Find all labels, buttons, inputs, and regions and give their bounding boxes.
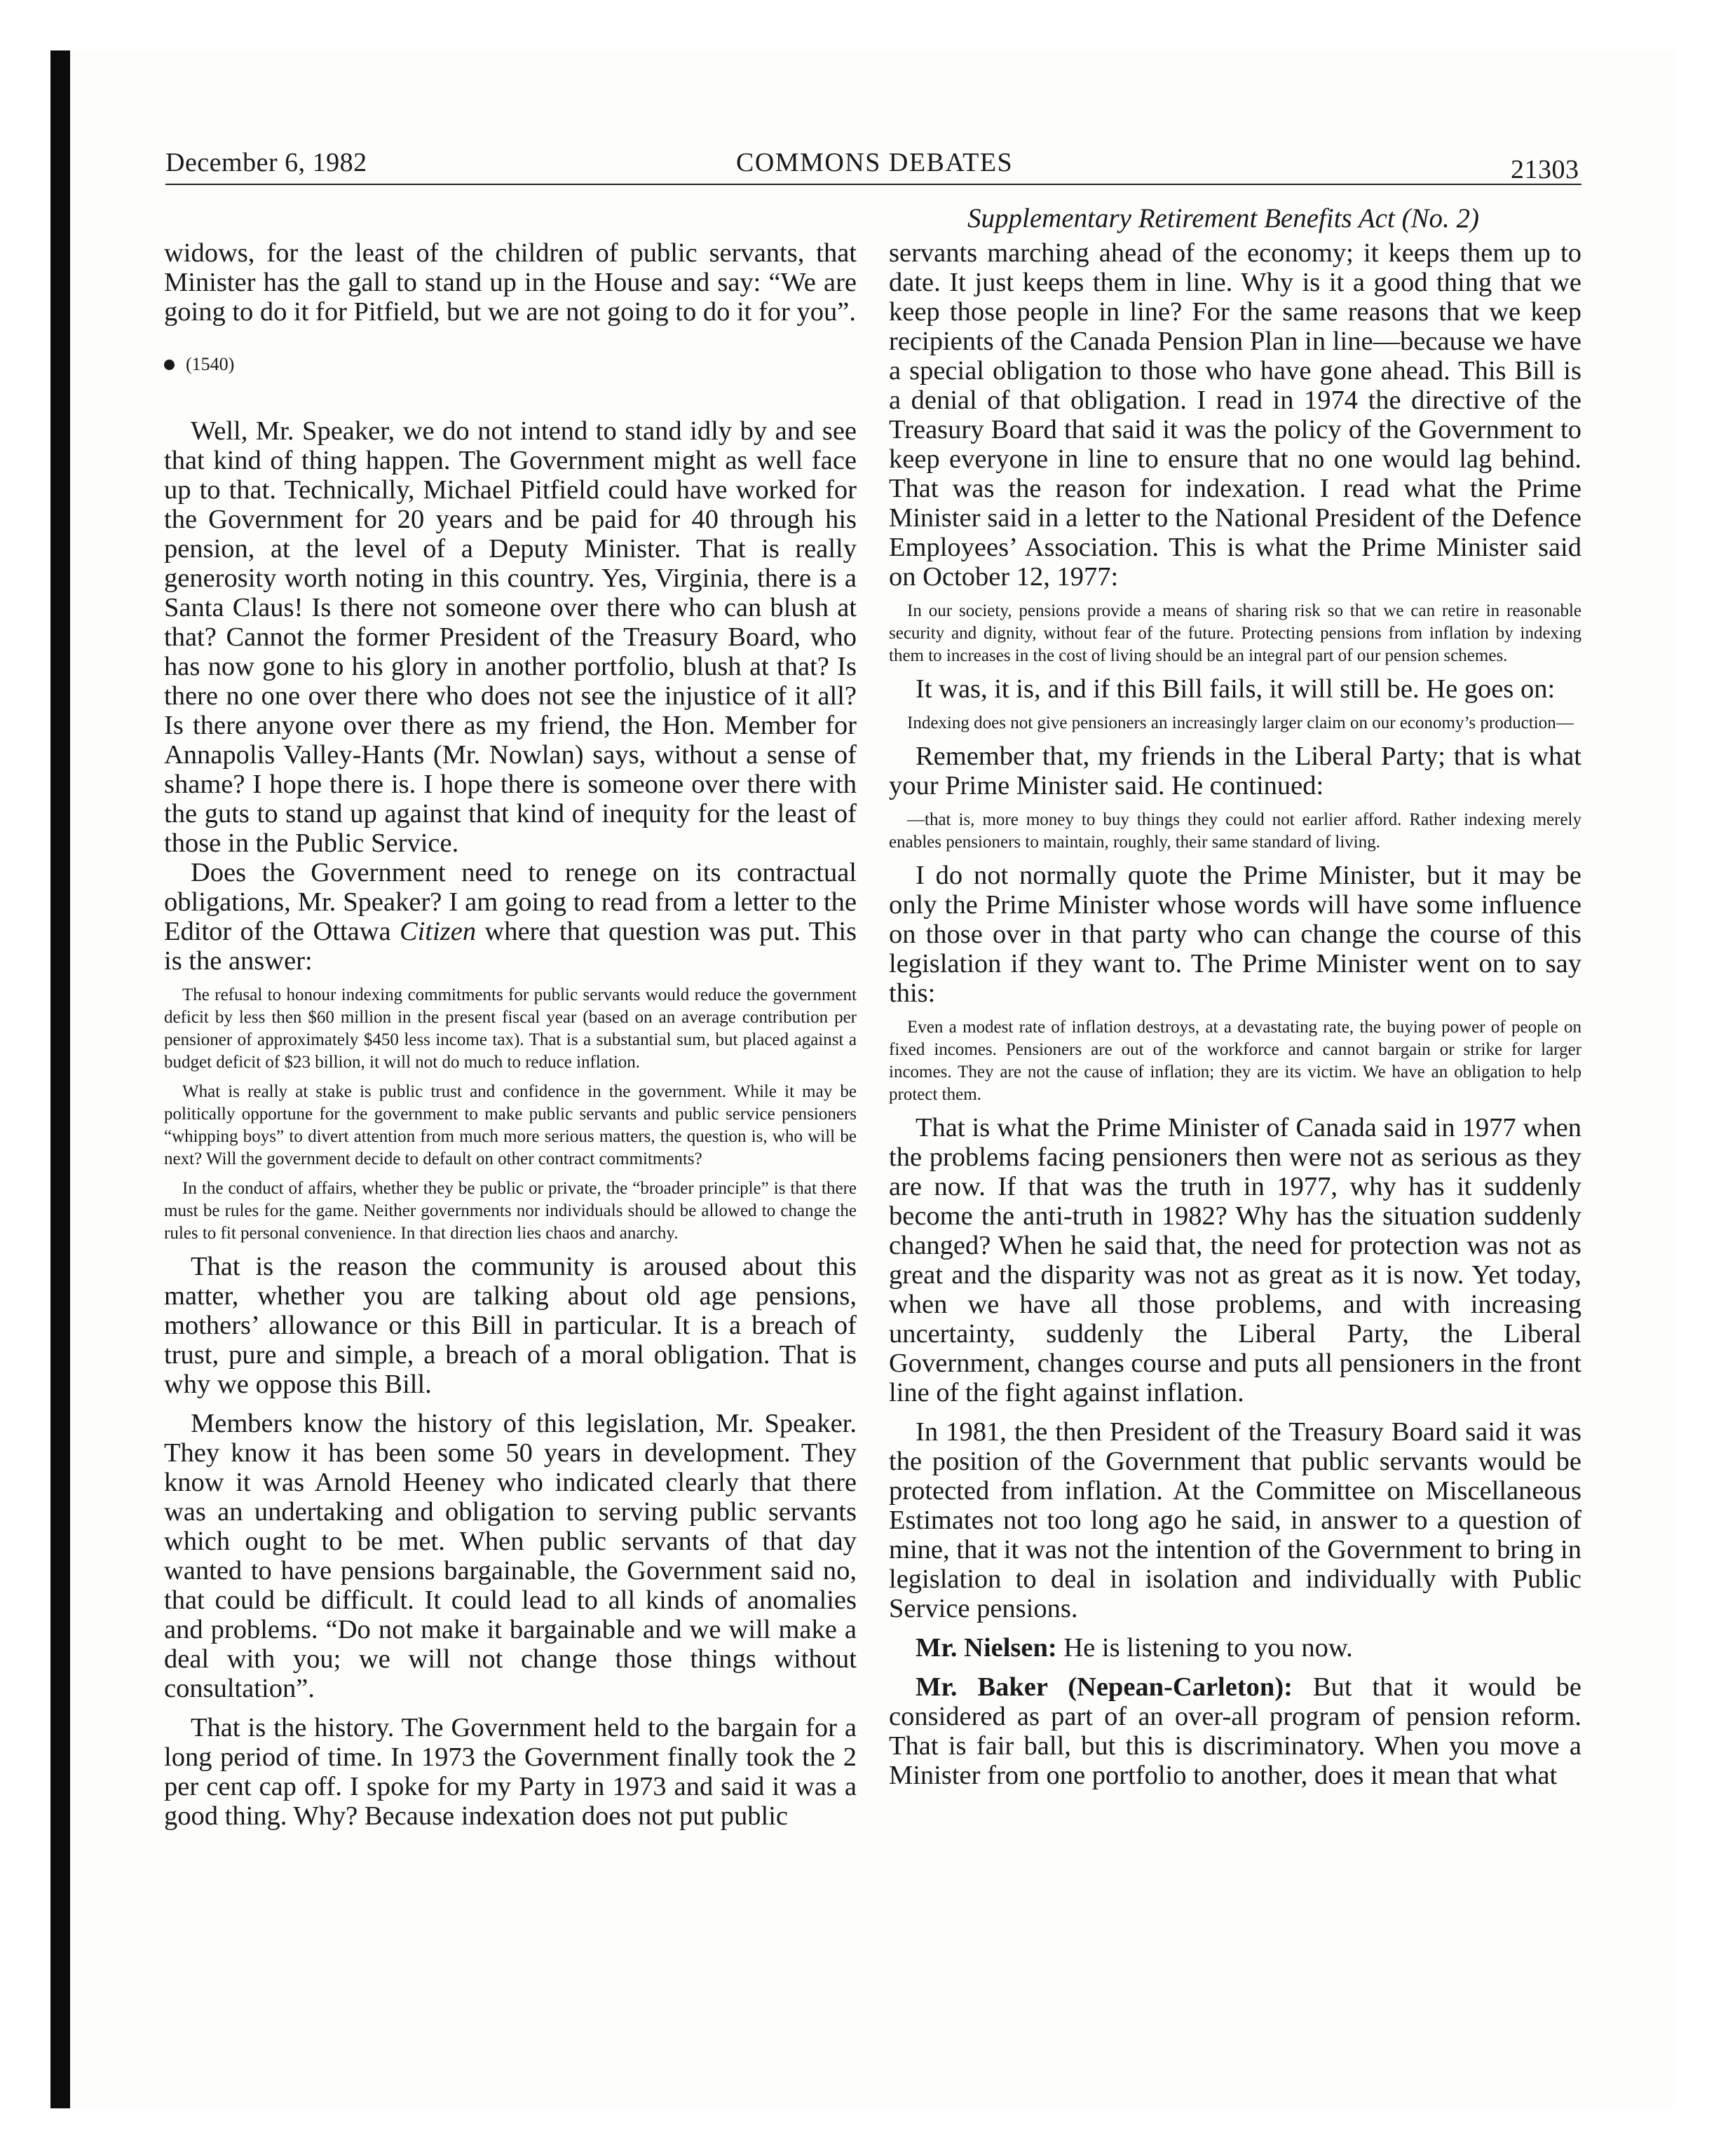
paragraph: servants marching ahead of the economy; it keeps them up to date. It just keeps them in line. Why is it a good thing that we keep those people in line? For the same reasons that we keep recipients of the Canada Pension Plan in line—because we have a special obligation to those who have gone ahead. This Bill is a denial of that obligation. I read in 1974 the directive of the Treasury Board that said it was the policy of the Government to keep everyone in line to ensure that no one would lag behind. That was the reason for indexation. I read what the Prime Minister said in a letter to the National President of the Defence Employees’ Association. This is what the Prime Minister said on October 12, 1977: bbox=[889, 238, 1581, 592]
speech bbox=[889, 1672, 1581, 1790]
right-column bbox=[889, 238, 1581, 1790]
paragraph: widows, for the least of the children of public servants, that Minister has the gall to stand up in the House and say: “We are going to do it for Pitfield, but we are not going to do it for you”. bbox=[164, 238, 857, 327]
block-quote: The refusal to honour indexing commitments for public servants would reduce the government deficit by less then $60 million in the present fiscal year (based on an average contribution per pensioner of approximately $450 less income tax). That is a substantial sum, but placed against a budget deficit of $23 billion, it will not do much to reduce inflation. bbox=[164, 985, 857, 1072]
block-quote: In the conduct of affairs, whether they be public or private, the “broader principle” is that there must be rules for the game. Neither governments nor individuals should be allowed to change the rules to fit personal convenience. In that direction lies chaos and anarchy. bbox=[164, 1179, 857, 1243]
bullet-icon bbox=[164, 360, 175, 370]
speech bbox=[889, 1633, 1581, 1663]
paragraph: That is what the Prime Minister of Canada said in 1977 when the problems facing pensioners then were not as serious as they are now. If that was the truth in 1977, why has it suddenly become the anti-truth in 1982? Why has the situation suddenly changed? When he said that, the need for protection was not as great and the disparity was not as great as it is now. Yet today, when we have all those problems, and with increasing uncertainty, suddenly the Liberal Party, the Liberal Government, changes course and puts all pensioners in the front line of the fight against inflation. bbox=[889, 1113, 1581, 1407]
speech-text: He is listening to you now. bbox=[1056, 1633, 1353, 1663]
block-quote: What is really at stake is public trust and confidence in the government. While it may be politically opportune for the government to make public servants and public service pensioners “whipping boys” to divert attention from much more serious matters, the question is, who will be next? Will the government decide to default on other contract commitments? bbox=[164, 1082, 857, 1168]
speaker-name: Mr. Baker (Nepean-Carleton): bbox=[916, 1672, 1293, 1702]
paragraph-text: Does the Government need to renege on its contractual obligations, Mr. Speaker? I am going to read from a letter to the Editor of the Ottawa bbox=[164, 858, 857, 946]
block-quote: —that is, more money to buy things they could not earlier afford. Rather indexing merely enables pensioners to maintain, roughly, their same standard of living. bbox=[889, 810, 1581, 852]
section-title: Supplementary Retirement Benefits Act (No. 2) bbox=[967, 203, 1479, 233]
paragraph: Remember that, my friends in the Liberal Party; that is what your Prime Minister said. He continued: bbox=[889, 742, 1581, 800]
header-publication: COMMONS DEBATES bbox=[736, 148, 1014, 177]
header-rule bbox=[165, 184, 1581, 185]
header-date: December 6, 1982 bbox=[165, 148, 367, 177]
paragraph bbox=[164, 858, 857, 976]
paragraph: Well, Mr. Speaker, we do not intend to stand idly by and see that kind of thing happen. The Government might as well face up to that. Technically, Michael Pitfield could have worked for the Government for 20 years and be paid for 40 through his pension, at the level of a Deputy Minister. That is really generosity worth noting in this country. Yes, Virginia, there is a Santa Claus! Is there not someone over there who can blush at that? Cannot the former President of the Treasury Board, who has now gone to his glory in another portfolio, blush at that? Is there no one over there who does not see the injustice of it all? Is there anyone over there as my friend, the Hon. Member for Annapolis Valley-Hants (Mr. Nowlan) says, without a sense of shame? I hope there is. I hope there is someone over there with the guts to stand up against that kind of inequity for the least of those in the Public Service. bbox=[164, 416, 857, 858]
block-quote: In our society, pensions provide a means of sharing risk so that we can retire in reasonable security and dignity, without fear of the future. Protecting pensions from inflation by indexing them to increases in the cost of living should be an integral part of our pension schemes. bbox=[889, 601, 1581, 665]
left-column bbox=[164, 238, 857, 1831]
paragraph: It was, it is, and if this Bill fails, it will still be. He goes on: bbox=[916, 674, 1556, 704]
paragraph: Members know the history of this legislation, Mr. Speaker. They know it has been some 50 years in development. They know it was Arnold Heeney who indicated clearly that there was an undertaking and obligation to serving public servants which ought to be met. When public servants of that day wanted to have pensions bargainable, the Government said no, that could be difficult. It could lead to all kinds of anomalies and problems. “Do not make it bargainable and we will make a deal with you; we will not change those things without consultation”. bbox=[164, 1409, 857, 1703]
newspaper-name: Citizen bbox=[400, 917, 477, 946]
speech-text: But that it would be considered as part of an over-all program of pension reform. That is fair ball, but this is discriminatory. When you move a Minister from one portfolio to another, does it mean that what bbox=[889, 1672, 1581, 1790]
paragraph: That is the history. The Government held to the bargain for a long period of time. In 1973 the Government finally took the 2 per cent cap off. I spoke for my Party in 1973 and said it was a good thing. Why? Because indexation does not put public bbox=[164, 1713, 857, 1831]
paragraph: I do not normally quote the Prime Minister, but it may be only the Prime Minister whose words will have some influence on those over in that party who can change the course of this legislation if they want to. The Prime Minister went on to say this: bbox=[889, 861, 1581, 1008]
block-quote: Even a modest rate of inflation destroys, at a devastating rate, the buying power of people on fixed incomes. Pensioners are out of the workforce and cannot bargain or strike for larger incomes. They are not the cause of inflation; they are its victim. We have an obligation to help protect them. bbox=[889, 1018, 1581, 1104]
time-marker-label: (1540) bbox=[186, 354, 235, 374]
paragraph: In 1981, the then President of the Treasury Board said it was the position of the Government that public servants would be protected from inflation. At the Committee on Miscellaneous Estimates not too long ago he said, in answer to a question of mine, that it was not the intention of the Government to bring in legislation to deal in isolation and individually with Public Service pensions. bbox=[889, 1417, 1581, 1623]
scan-border bbox=[50, 50, 70, 2108]
block-quote: Indexing does not give pensioners an increasingly larger claim on our economy’s production— bbox=[907, 714, 1574, 732]
paragraph-text: where that question was put. This is the answer: bbox=[164, 917, 857, 976]
paragraph: That is the reason the community is aroused about this matter, whether you are talking about old age pensions, mothers’ allowance or this Bill in particular. It is a breach of trust, pure and simple, a breach of a moral obligation. That is why we oppose this Bill. bbox=[164, 1252, 857, 1399]
time-marker bbox=[164, 353, 857, 376]
speaker-name: Mr. Nielsen: bbox=[916, 1633, 1057, 1663]
header-page-number: 21303 bbox=[1511, 155, 1579, 184]
